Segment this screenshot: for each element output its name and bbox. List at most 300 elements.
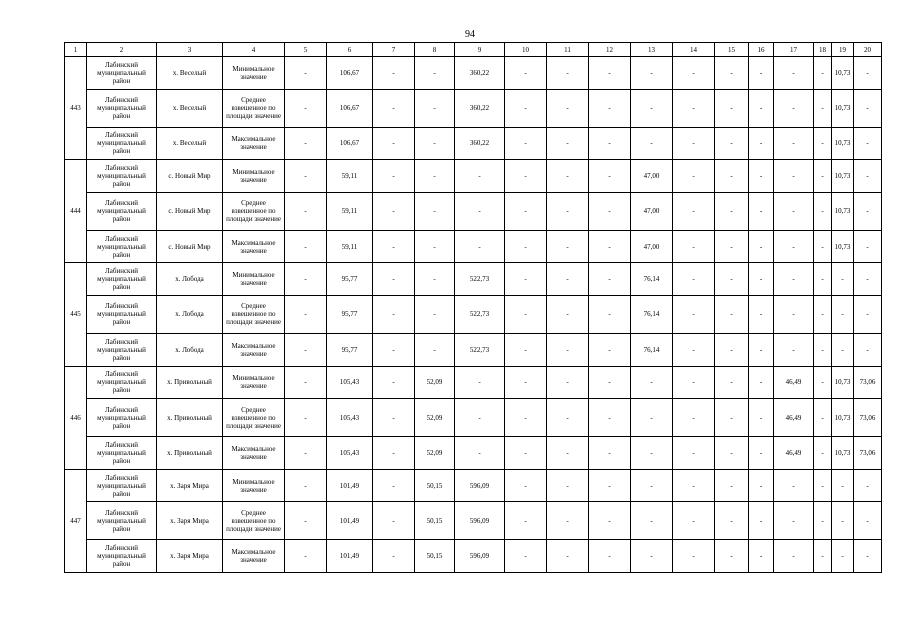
table-cell: 106,67 (327, 57, 373, 90)
table-cell: Лабинский муниципальный район (87, 127, 157, 160)
table-cell: - (749, 295, 774, 333)
table-cell: - (547, 192, 589, 230)
table-cell: - (415, 192, 455, 230)
table-cell: - (715, 469, 749, 502)
table-cell: Среднее взвешенное по площади значение (223, 192, 285, 230)
table-cell: Максимальное значение (223, 437, 285, 470)
table-cell: - (832, 540, 854, 573)
column-header: 15 (715, 43, 749, 57)
table-row (65, 540, 882, 573)
table-cell: - (589, 295, 631, 333)
table-cell: х. Привольный (157, 366, 223, 399)
table-cell: - (631, 502, 673, 540)
table-cell: - (285, 230, 327, 263)
table-cell: - (505, 399, 547, 437)
table-cell: Лабинский муниципальный район (87, 263, 157, 296)
table-cell: 73,06 (854, 366, 882, 399)
table-cell: - (715, 127, 749, 160)
table-cell: - (715, 502, 749, 540)
table-cell: - (285, 89, 327, 127)
table-cell: Лабинский муниципальный район (87, 437, 157, 470)
table-cell: - (673, 469, 715, 502)
table-cell: - (673, 502, 715, 540)
table-cell: 10,73 (832, 127, 854, 160)
table-cell: - (774, 160, 814, 193)
table-cell: 50,15 (415, 469, 455, 502)
table-cell: - (673, 399, 715, 437)
table-cell: - (715, 333, 749, 366)
table-cell: 76,14 (631, 295, 673, 333)
table-cell: - (415, 127, 455, 160)
table-cell: Лабинский муниципальный район (87, 230, 157, 263)
table-cell: - (673, 57, 715, 90)
table-row (65, 192, 882, 230)
table-cell: - (749, 540, 774, 573)
table-cell: 101,49 (327, 540, 373, 573)
column-header: 17 (774, 43, 814, 57)
table-cell: - (373, 89, 415, 127)
table-cell: - (415, 160, 455, 193)
table-cell: х. Заря Мира (157, 540, 223, 573)
table-cell: - (715, 89, 749, 127)
column-header: 1 (65, 43, 87, 57)
table-cell: - (715, 263, 749, 296)
table-row (65, 263, 882, 296)
table-cell: - (505, 57, 547, 90)
table-cell: 46,49 (774, 399, 814, 437)
table-cell: - (749, 192, 774, 230)
table-cell: - (285, 295, 327, 333)
table-cell: - (285, 192, 327, 230)
table-cell: - (547, 540, 589, 573)
table-cell: - (455, 160, 505, 193)
column-header: 13 (631, 43, 673, 57)
table-row (65, 160, 882, 193)
table-cell: - (854, 160, 882, 193)
table-cell: - (505, 366, 547, 399)
table-cell: Максимальное значение (223, 230, 285, 263)
row-number-cell: 447 (65, 469, 87, 572)
table-cell: - (373, 127, 415, 160)
table-cell: 360,22 (455, 127, 505, 160)
table-cell: - (589, 263, 631, 296)
table-row (65, 366, 882, 399)
table-cell: - (589, 399, 631, 437)
table-cell: - (589, 469, 631, 502)
table-cell: - (285, 469, 327, 502)
column-header: 12 (589, 43, 631, 57)
table-cell: - (814, 295, 832, 333)
table-cell: - (589, 89, 631, 127)
row-number-cell: 443 (65, 57, 87, 160)
table-cell: - (547, 366, 589, 399)
table-cell: - (715, 437, 749, 470)
table-cell: Лабинский муниципальный район (87, 540, 157, 573)
table-cell: - (673, 89, 715, 127)
table-cell: - (505, 469, 547, 502)
table-cell: Среднее взвешенное по площади значение (223, 502, 285, 540)
table-cell: - (547, 437, 589, 470)
table-cell: Максимальное значение (223, 540, 285, 573)
table-cell: - (673, 127, 715, 160)
table-cell: 52,09 (415, 399, 455, 437)
table-cell: 95,77 (327, 295, 373, 333)
table-cell: Максимальное значение (223, 127, 285, 160)
table-cell: - (589, 437, 631, 470)
table-cell: - (547, 263, 589, 296)
table-cell: Лабинский муниципальный район (87, 192, 157, 230)
table-cell: Среднее взвешенное по площади значение (223, 295, 285, 333)
table-cell: х. Веселый (157, 57, 223, 90)
table-cell: - (673, 366, 715, 399)
table-cell: - (505, 263, 547, 296)
table-cell: - (749, 366, 774, 399)
table-cell: 105,43 (327, 399, 373, 437)
table-cell: - (505, 295, 547, 333)
table-cell: - (814, 469, 832, 502)
table-cell: - (373, 540, 415, 573)
table-cell: - (505, 127, 547, 160)
column-header: 10 (505, 43, 547, 57)
table-row (65, 469, 882, 502)
table-cell: с. Новый Мир (157, 160, 223, 193)
table-cell: - (547, 160, 589, 193)
table-cell: - (749, 263, 774, 296)
table-cell: Лабинский муниципальный район (87, 366, 157, 399)
table-cell: 95,77 (327, 333, 373, 366)
table-cell: - (373, 502, 415, 540)
table-cell: - (589, 160, 631, 193)
table-cell: - (589, 192, 631, 230)
table-cell: - (814, 230, 832, 263)
table-cell: - (631, 127, 673, 160)
table-cell: - (285, 333, 327, 366)
table-cell: 59,11 (327, 160, 373, 193)
table-cell: х. Лобода (157, 263, 223, 296)
table-cell: - (373, 366, 415, 399)
table-cell: - (814, 57, 832, 90)
table-cell: - (455, 366, 505, 399)
column-header: 8 (415, 43, 455, 57)
table-cell: х. Привольный (157, 399, 223, 437)
row-number-cell: 444 (65, 160, 87, 263)
table-cell: 522,73 (455, 263, 505, 296)
table-cell: - (373, 295, 415, 333)
table-cell: - (373, 57, 415, 90)
table-cell: - (589, 540, 631, 573)
table-cell: 106,67 (327, 127, 373, 160)
row-number-cell: 445 (65, 263, 87, 366)
table-cell: - (814, 437, 832, 470)
table-cell: - (749, 230, 774, 263)
table-cell: 46,49 (774, 366, 814, 399)
table-cell: х. Веселый (157, 127, 223, 160)
table-cell: 46,49 (774, 437, 814, 470)
table-row (65, 437, 882, 470)
table-cell: - (631, 89, 673, 127)
table-cell: - (854, 57, 882, 90)
table-cell: - (814, 333, 832, 366)
table-cell: - (415, 57, 455, 90)
table-cell: - (415, 263, 455, 296)
table-cell: 47,00 (631, 160, 673, 193)
table-cell: - (715, 366, 749, 399)
table-cell: Лабинский муниципальный район (87, 469, 157, 502)
table-cell: - (285, 437, 327, 470)
table-cell: - (814, 192, 832, 230)
table-cell: - (589, 366, 631, 399)
column-header: 20 (854, 43, 882, 57)
table-cell: - (832, 469, 854, 502)
table-cell: - (547, 399, 589, 437)
table-cell: - (832, 263, 854, 296)
table-cell: - (673, 295, 715, 333)
column-header: 18 (814, 43, 832, 57)
table-cell: - (749, 399, 774, 437)
table-cell: - (774, 333, 814, 366)
table-cell: - (814, 399, 832, 437)
table-cell: - (455, 230, 505, 263)
table-cell: - (547, 333, 589, 366)
table-cell: 105,43 (327, 437, 373, 470)
page-number: 94 (465, 29, 475, 40)
table-cell: - (715, 160, 749, 193)
column-header: 5 (285, 43, 327, 57)
table-cell: - (285, 366, 327, 399)
table-cell: - (832, 333, 854, 366)
table-cell: 47,00 (631, 230, 673, 263)
table-cell: - (673, 192, 715, 230)
column-header: 11 (547, 43, 589, 57)
table-cell: с. Новый Мир (157, 230, 223, 263)
table-cell: - (774, 127, 814, 160)
table-cell: 50,15 (415, 540, 455, 573)
table-cell: - (854, 333, 882, 366)
table-cell: - (749, 127, 774, 160)
table-cell: - (547, 89, 589, 127)
table-cell: - (832, 295, 854, 333)
table-cell: 10,73 (832, 192, 854, 230)
table-cell: х. Заря Мира (157, 502, 223, 540)
table-cell: - (285, 502, 327, 540)
table-cell: 52,09 (415, 437, 455, 470)
table-cell: - (749, 160, 774, 193)
table-cell: Минимальное значение (223, 469, 285, 502)
table-cell: - (749, 469, 774, 502)
table-cell: Среднее взвешенное по площади значение (223, 399, 285, 437)
table-cell: - (749, 502, 774, 540)
table-cell: - (832, 502, 854, 540)
table-cell: - (415, 295, 455, 333)
table-cell: - (814, 160, 832, 193)
table-cell: Лабинский муниципальный район (87, 399, 157, 437)
table-cell: - (285, 263, 327, 296)
table-cell: - (854, 230, 882, 263)
table-cell: - (589, 230, 631, 263)
table-cell: 10,73 (832, 437, 854, 470)
table-cell: - (774, 540, 814, 573)
table-cell: - (415, 230, 455, 263)
table-cell: - (774, 295, 814, 333)
table-cell: - (715, 399, 749, 437)
table-cell: - (547, 295, 589, 333)
header-row (65, 43, 882, 57)
row-number-cell: 446 (65, 366, 87, 469)
table-cell: - (631, 540, 673, 573)
table-cell: - (854, 540, 882, 573)
table-cell: - (373, 160, 415, 193)
table-cell: - (749, 333, 774, 366)
table-cell: - (455, 399, 505, 437)
table-cell: - (455, 437, 505, 470)
table-cell: - (285, 57, 327, 90)
table-cell: 95,77 (327, 263, 373, 296)
table-row (65, 295, 882, 333)
table-cell: - (415, 333, 455, 366)
table-cell: Минимальное значение (223, 366, 285, 399)
table-cell: - (854, 502, 882, 540)
table-cell: - (774, 502, 814, 540)
table-cell: 10,73 (832, 57, 854, 90)
table-cell: - (373, 333, 415, 366)
table-cell: - (373, 263, 415, 296)
table-cell: 73,06 (854, 437, 882, 470)
table-cell: 10,73 (832, 160, 854, 193)
table-cell: - (547, 230, 589, 263)
table-cell: - (749, 437, 774, 470)
table-cell: 10,73 (832, 230, 854, 263)
table-cell: 76,14 (631, 333, 673, 366)
table-cell: х. Лобода (157, 333, 223, 366)
table-cell: - (547, 469, 589, 502)
table-cell: 101,49 (327, 502, 373, 540)
table-cell: - (814, 263, 832, 296)
table-cell: - (505, 437, 547, 470)
table-cell: - (547, 57, 589, 90)
table-cell: - (854, 192, 882, 230)
table-cell: - (854, 263, 882, 296)
table-cell: - (854, 127, 882, 160)
table-cell: - (589, 333, 631, 366)
table-cell: - (285, 160, 327, 193)
table-cell: Минимальное значение (223, 57, 285, 90)
table-cell: Максимальное значение (223, 333, 285, 366)
table-cell: - (373, 230, 415, 263)
table-cell: 59,11 (327, 192, 373, 230)
table-cell: х. Привольный (157, 437, 223, 470)
table-cell: - (673, 263, 715, 296)
table-cell: Лабинский муниципальный район (87, 502, 157, 540)
table-cell: - (589, 127, 631, 160)
column-header: 3 (157, 43, 223, 57)
table-cell: Минимальное значение (223, 160, 285, 193)
column-header: 7 (373, 43, 415, 57)
table-cell: - (673, 160, 715, 193)
table-cell: - (631, 366, 673, 399)
table-cell: - (774, 89, 814, 127)
table-cell: 73,06 (854, 399, 882, 437)
table-cell: - (631, 437, 673, 470)
table-cell: Среднее взвешенное по площади значение (223, 89, 285, 127)
table-cell: - (589, 502, 631, 540)
column-header: 14 (673, 43, 715, 57)
table-cell: 47,00 (631, 192, 673, 230)
table-cell: Лабинский муниципальный район (87, 160, 157, 193)
table-cell: - (814, 540, 832, 573)
table-cell: 59,11 (327, 230, 373, 263)
table-cell: - (547, 502, 589, 540)
table-cell: 105,43 (327, 366, 373, 399)
table-cell: - (285, 399, 327, 437)
table-cell: 596,09 (455, 540, 505, 573)
table-cell: - (715, 295, 749, 333)
table-row (65, 333, 882, 366)
table-cell: - (373, 437, 415, 470)
column-header: 2 (87, 43, 157, 57)
table-cell: - (505, 89, 547, 127)
table-cell: с. Новый Мир (157, 192, 223, 230)
table-cell: - (505, 502, 547, 540)
table-cell: - (373, 192, 415, 230)
table-cell: Лабинский муниципальный район (87, 57, 157, 90)
table-row (65, 399, 882, 437)
table-cell: - (673, 540, 715, 573)
table-cell: х. Лобода (157, 295, 223, 333)
table-cell: - (631, 57, 673, 90)
table-cell: - (505, 230, 547, 263)
table-cell: - (505, 540, 547, 573)
table-cell: - (854, 295, 882, 333)
table-cell: 76,14 (631, 263, 673, 296)
table-cell: х. Веселый (157, 89, 223, 127)
table-cell: 52,09 (415, 366, 455, 399)
data-table (64, 42, 882, 573)
table-cell: - (547, 127, 589, 160)
table-cell: - (749, 89, 774, 127)
table-cell: 596,09 (455, 502, 505, 540)
table-cell: 10,73 (832, 366, 854, 399)
table-cell: - (373, 469, 415, 502)
table-cell: 522,73 (455, 333, 505, 366)
table-cell: - (673, 230, 715, 263)
table-cell: - (631, 399, 673, 437)
table-cell: - (715, 57, 749, 90)
table-cell: - (285, 540, 327, 573)
table-cell: - (673, 437, 715, 470)
table-cell: - (505, 160, 547, 193)
table-row (65, 89, 882, 127)
table-cell: 50,15 (415, 502, 455, 540)
column-header: 4 (223, 43, 285, 57)
table-cell: - (774, 469, 814, 502)
column-header: 19 (832, 43, 854, 57)
table-cell: - (814, 502, 832, 540)
table-cell: - (415, 89, 455, 127)
table-cell: - (715, 192, 749, 230)
table-cell: - (631, 469, 673, 502)
table-cell: Лабинский муниципальный район (87, 89, 157, 127)
table-cell: - (814, 366, 832, 399)
table-cell: - (854, 89, 882, 127)
table-cell: 522,73 (455, 295, 505, 333)
column-header: 9 (455, 43, 505, 57)
table-row (65, 502, 882, 540)
table-cell: 360,22 (455, 89, 505, 127)
table-cell: - (814, 89, 832, 127)
table-cell: Лабинский муниципальный район (87, 295, 157, 333)
table-cell: 10,73 (832, 89, 854, 127)
table-cell: 596,09 (455, 469, 505, 502)
